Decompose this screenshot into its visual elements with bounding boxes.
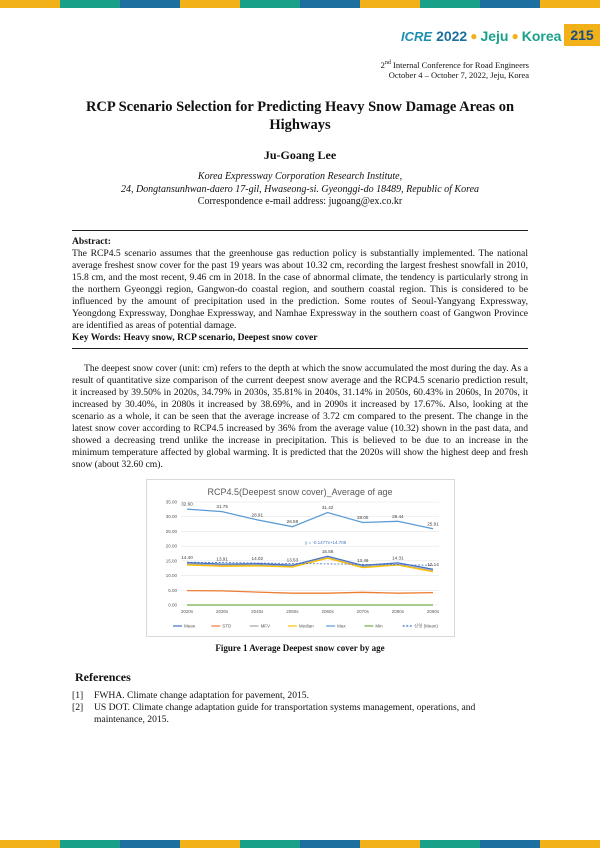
- stripe-segment: [300, 840, 360, 848]
- logo-year: 2022: [436, 28, 468, 44]
- stripe-segment: [0, 840, 60, 848]
- series-line: [187, 509, 433, 529]
- bottom-color-stripe: [0, 840, 600, 848]
- abstract-heading: Abstract:: [72, 236, 111, 247]
- reference-number: [2]: [72, 702, 84, 713]
- y-tick-label: 35.00: [165, 499, 177, 505]
- references-heading: References: [75, 670, 131, 684]
- stripe-segment: [360, 0, 420, 8]
- legend-label: Mean: [184, 623, 196, 629]
- conference-ordinal-suffix: nd: [384, 60, 391, 66]
- figure-chart: [146, 479, 455, 637]
- y-tick-label: 15.00: [165, 558, 177, 564]
- stripe-segment: [480, 0, 540, 8]
- data-label: 14.40: [181, 555, 193, 561]
- legend-label: Max: [337, 623, 346, 629]
- y-tick-label: 5.00: [168, 587, 177, 593]
- data-label: 26.59: [286, 519, 299, 525]
- conference-info: [381, 58, 529, 80]
- paper-title: RCP Scenario Selection for Predicting Heavy Snow Damage Areas on Highways: [85, 99, 515, 133]
- y-tick-label: 0.00: [168, 602, 177, 608]
- conference-name: Internal Conference for Road Engineers: [390, 59, 529, 70]
- trendline-equation: y = -0.1477x+14.705: [305, 540, 347, 545]
- reference-item: [72, 702, 528, 726]
- y-tick-label: 30.00: [165, 514, 177, 520]
- data-label: 31.75: [216, 504, 228, 510]
- data-label: 16.56: [321, 548, 334, 554]
- reference-text: FWHA. Climate change adaptation for pavement, 2015.: [94, 690, 309, 701]
- stripe-segment: [480, 840, 540, 848]
- data-label: 13.91: [216, 556, 228, 562]
- legend-label: Min: [375, 623, 383, 629]
- logo-mark: ICRE: [401, 28, 433, 44]
- x-tick-label: 2050s: [286, 609, 299, 614]
- body-paragraph: [72, 363, 528, 471]
- abstract-block: [72, 236, 528, 344]
- conference-name-line: [381, 58, 529, 70]
- abstract-text: The RCP4.5 scenario assumes that the greenhouse gas reduction policy is substantially implemented. The national average freshest snow cover for the past 19 years was about 10.32 cm, recording the largest freshest snowfall in 2010, 15.8 cm, and the most recent, 9.46 cm in 2018. In the case of abnormal climate, the tendency is particularly strong in the northern Gyeonggi region, Gangwon-do coastal region, and southern coastal region. This is considered to be influenced by the amount of precipitation used in the prediction. Some routes of Seoul-Yangyang Expressway, Yeongdong Expressway, Donghae Expressway, and Namhae Expressway in the southern coast of Gangwon Province are identified as areas of potential damage.: [72, 248, 528, 331]
- bullet-icon: ●: [470, 29, 478, 43]
- page-number: 215: [564, 24, 600, 46]
- series-line: [187, 591, 433, 594]
- stripe-segment: [540, 840, 600, 848]
- stripe-segment: [120, 840, 180, 848]
- x-tick-label: 2040s: [251, 609, 264, 614]
- legend-label: 선형 (Mean): [413, 623, 438, 629]
- data-label: 32.60: [181, 501, 193, 507]
- data-label: 25.91: [427, 521, 439, 527]
- legend-label: Median: [298, 623, 314, 629]
- data-label: 13.53: [286, 557, 299, 563]
- stripe-segment: [0, 0, 60, 8]
- conference-ordinal: 2: [380, 59, 385, 70]
- affiliation-line-1: Korea Expressway Corporation Research Institute,: [197, 171, 403, 182]
- conference-logo: [401, 25, 561, 47]
- stripe-segment: [300, 0, 360, 8]
- stripe-segment: [240, 0, 300, 8]
- line-chart: [147, 480, 454, 636]
- x-tick-label: 2080s: [391, 609, 404, 614]
- data-label: 13.46: [356, 557, 369, 563]
- references-list: [72, 690, 528, 726]
- affiliation-line-2: 24, Dongtansunhwan-daero 17-gil, Hwaseong-si. Gyeonggi-do 18489, Republic of Korea: [120, 183, 480, 195]
- stripe-segment: [360, 840, 420, 848]
- stripe-segment: [60, 0, 120, 8]
- data-label: 28.05: [356, 514, 369, 520]
- logo-city: Jeju: [480, 28, 509, 44]
- paper-author: Ju-Goang Lee: [263, 148, 337, 162]
- figure-caption: Figure 1 Average Deepest snow cover by age: [215, 643, 385, 653]
- abstract-top-rule: [72, 230, 528, 231]
- body-text: The deepest snow cover (unit: cm) refers to the depth at which the snow accumulated the most during the day. As a result of quantitative size comparison of the current deepest snow average and the RCP4.5 scenario prediction result, it increased by 39.50% in 2020s, 34.79% in 2030s, 35.81% in 2040s, 31.14% in 2050s, 60.43% in 2060s, In 2070s, it increased by 30.40%, in 2080s it increased by 38.69%, and in 2090s it increased by 17.67%. Also, looking at the scenario as a whole, it can be seen that the average increase of 3.72 cm compared to the present. The change in the latest snow cover according to RCP4.5 increased by 36% from the average value (10.32) shown in the past data, and showed a decreasing trend unlike the increase in precipitation. This is believed to be due to an increase in the minimum temperature affected by global warming. It is predicted that the 2020s will show the highest deep and fresh snow (about 32.60 cm).: [72, 363, 528, 470]
- x-tick-label: 2030s: [216, 609, 229, 614]
- stripe-segment: [420, 0, 480, 8]
- stripe-segment: [540, 0, 600, 8]
- stripe-segment: [120, 0, 180, 8]
- reference-text: US DOT. Climate change adaptation guide for transportation systems management, operations, and maintenance, 2015.: [94, 702, 476, 725]
- legend-label: STD: [222, 623, 232, 629]
- x-tick-label: 2070s: [356, 609, 369, 614]
- reference-item: [72, 690, 528, 702]
- y-tick-label: 20.00: [165, 543, 177, 549]
- x-tick-label: 2020s: [180, 609, 194, 614]
- data-label: 14.02: [251, 556, 264, 562]
- x-tick-label: 2090s: [426, 609, 440, 614]
- stripe-segment: [180, 0, 240, 8]
- top-color-stripe: [0, 0, 600, 8]
- stripe-segment: [420, 840, 480, 848]
- data-label: 12.14: [427, 561, 439, 567]
- data-label: 28.44: [392, 513, 404, 519]
- chart-legend: [173, 623, 438, 630]
- y-tick-label: 25.00: [165, 528, 177, 534]
- y-tick-label: 10.00: [165, 573, 177, 579]
- x-tick-label: 2060s: [321, 609, 334, 614]
- reference-number: [1]: [72, 690, 84, 701]
- stripe-segment: [180, 840, 240, 848]
- data-label: 28.91: [251, 512, 264, 518]
- bullet-icon: ●: [511, 29, 519, 43]
- chart-title: RCP4.5(Deepest snow cover)_Average of age: [207, 487, 393, 497]
- legend-label: MFV: [260, 623, 271, 629]
- logo-country: Korea: [521, 28, 562, 44]
- stripe-segment: [240, 840, 300, 848]
- stripe-segment: [60, 840, 120, 848]
- data-label: 31.42: [321, 505, 334, 511]
- correspondence-email: Correspondence e-mail address: jugoang@ex.co.kr: [197, 196, 403, 207]
- data-label: 14.31: [392, 555, 404, 561]
- author-affiliation: [72, 171, 528, 209]
- abstract-bottom-rule: [72, 348, 528, 349]
- conference-dates: October 4 – October 7, 2022, Jeju, Korea: [388, 69, 529, 80]
- keywords: Key Words: Heavy snow, RCP scenario, Deepest snow cover: [72, 332, 318, 343]
